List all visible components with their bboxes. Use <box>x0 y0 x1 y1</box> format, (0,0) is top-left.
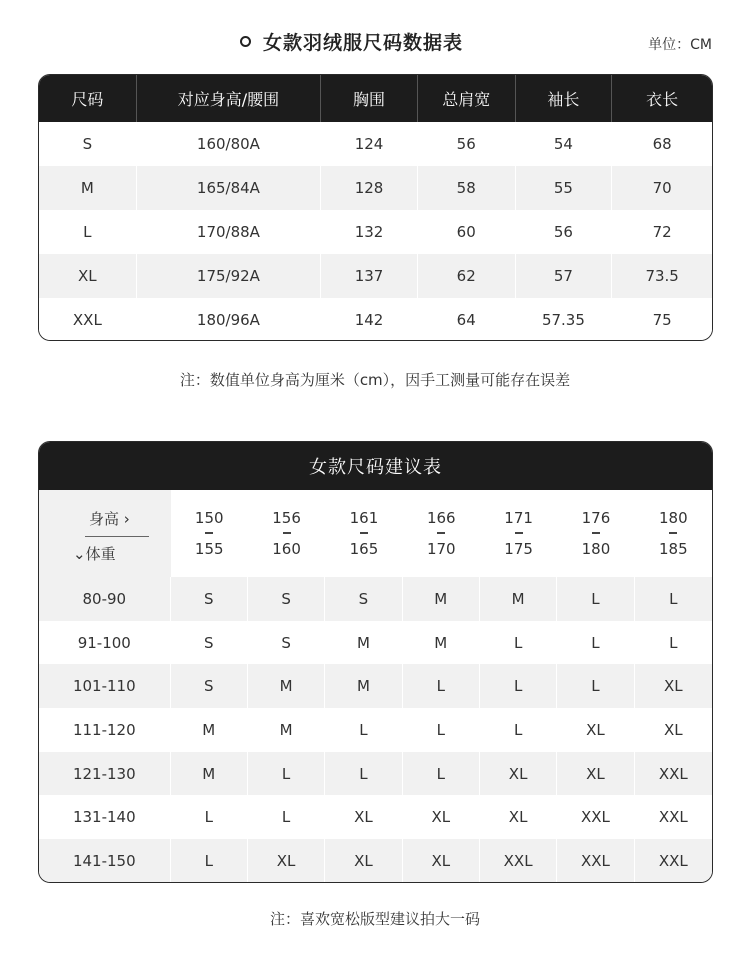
size-cell: XL <box>635 664 712 708</box>
size-cell: XXL <box>635 839 712 883</box>
size-cell: XL <box>248 839 325 883</box>
weight-range-label: 101-110 <box>39 664 171 708</box>
size-cell: XXL <box>557 839 634 883</box>
size-cell: L <box>557 664 634 708</box>
column-header: 对应身高/腰围 <box>137 75 321 122</box>
size-cell: XL <box>325 839 402 883</box>
range-dash <box>283 532 291 534</box>
weight-range-label: 131-140 <box>39 795 171 839</box>
size-cell: S <box>171 664 248 708</box>
table-cell: 54 <box>516 122 613 166</box>
height-from: 171 <box>504 509 533 527</box>
size-cell: XL <box>557 752 634 796</box>
size-cell: M <box>248 664 325 708</box>
size-cell: M <box>480 577 557 621</box>
table-row <box>39 752 712 796</box>
range-dash <box>515 532 523 534</box>
range-dash <box>669 532 677 534</box>
table-cell: 124 <box>321 122 418 166</box>
table-row <box>39 708 712 752</box>
table-cell: 70 <box>612 166 712 210</box>
height-axis-label: 身高 › <box>89 510 130 528</box>
height-to: 155 <box>194 540 224 558</box>
range-dash <box>437 532 445 534</box>
unit-label: 单位：CM <box>648 37 712 53</box>
table-cell: 62 <box>418 254 516 298</box>
table-cell: XL <box>39 254 137 298</box>
column-header: 胸围 <box>321 75 418 122</box>
height-from: 166 <box>426 509 456 527</box>
table-row <box>39 122 712 166</box>
weight-range-label: 111-120 <box>39 708 171 752</box>
height-range-header <box>557 490 634 577</box>
size-cell: M <box>403 621 480 665</box>
height-to: 165 <box>349 540 379 558</box>
table-cell: S <box>39 122 137 166</box>
height-range-header <box>635 490 712 577</box>
size-cell: L <box>403 752 480 796</box>
size-cell: XL <box>480 752 557 796</box>
height-range-header <box>248 490 325 577</box>
table-cell: 68 <box>612 122 712 166</box>
title-group <box>240 28 463 55</box>
table-cell: XXL <box>39 298 137 341</box>
size-cell: L <box>635 577 712 621</box>
table-row <box>39 839 712 883</box>
range-dash <box>592 532 600 534</box>
table-cell: 55 <box>516 166 613 210</box>
table-row <box>39 298 712 341</box>
size-cell: L <box>480 621 557 665</box>
size-cell: L <box>480 708 557 752</box>
size-cell: L <box>248 752 325 796</box>
size-cell: XXL <box>557 795 634 839</box>
size-cell: XL <box>325 795 402 839</box>
table-row <box>39 795 712 839</box>
size-cell: XXL <box>635 752 712 796</box>
table-cell: 56 <box>516 210 613 254</box>
size-cell: XL <box>635 708 712 752</box>
size-cell: M <box>325 621 402 665</box>
table-cell: 175/92A <box>137 254 321 298</box>
table-cell: 160/80A <box>137 122 321 166</box>
table-cell: 165/84A <box>137 166 321 210</box>
size-cell: XL <box>403 839 480 883</box>
weight-range-label: 141-150 <box>39 839 171 883</box>
size-cell: S <box>248 577 325 621</box>
column-header: 袖长 <box>516 75 613 122</box>
table-row <box>39 664 712 708</box>
table-cell: 60 <box>418 210 516 254</box>
size-cell: L <box>480 664 557 708</box>
table-row <box>39 621 712 665</box>
size-suggestion-table <box>38 441 713 883</box>
weight-range-label: 80-90 <box>39 577 171 621</box>
size-table-header <box>39 75 712 122</box>
size-cell: L <box>557 621 634 665</box>
height-to: 175 <box>504 540 533 558</box>
table-cell: 132 <box>321 210 418 254</box>
header <box>0 28 750 60</box>
table-cell: 57.35 <box>516 298 613 341</box>
weight-range-label: 91-100 <box>39 621 171 665</box>
table-row <box>39 166 712 210</box>
size-cell: L <box>248 795 325 839</box>
height-from: 161 <box>349 509 379 527</box>
table-row <box>39 577 712 621</box>
size-cell: L <box>325 752 402 796</box>
size-cell: L <box>557 577 634 621</box>
size-cell: XXL <box>480 839 557 883</box>
size-cell: S <box>248 621 325 665</box>
table-cell: 72 <box>612 210 712 254</box>
size-cell: M <box>171 708 248 752</box>
size-cell: M <box>403 577 480 621</box>
column-header: 尺码 <box>39 75 137 122</box>
height-from: 150 <box>194 509 224 527</box>
column-header: 总肩宽 <box>418 75 516 122</box>
height-to: 160 <box>272 540 301 558</box>
corner-divider <box>85 536 149 537</box>
size-cell: S <box>171 577 248 621</box>
height-range-header <box>480 490 557 577</box>
table-cell: M <box>39 166 137 210</box>
size-cell: S <box>171 621 248 665</box>
table-cell: L <box>39 210 137 254</box>
table-cell: 73.5 <box>612 254 712 298</box>
size-cell: L <box>171 795 248 839</box>
size-cell: L <box>403 708 480 752</box>
column-header: 衣长 <box>646 90 679 109</box>
circle-bullet-icon <box>240 36 251 47</box>
size-cell: XL <box>480 795 557 839</box>
table-cell: 128 <box>321 166 418 210</box>
size-cell: S <box>325 577 402 621</box>
table-cell: 57 <box>516 254 613 298</box>
table-cell: 58 <box>418 166 516 210</box>
size-cell: L <box>403 664 480 708</box>
size-cell: XXL <box>635 795 712 839</box>
size-cell: L <box>171 839 248 883</box>
height-to: 170 <box>426 540 456 558</box>
height-header-row <box>39 490 712 577</box>
range-dash <box>205 532 213 534</box>
height-range-header <box>403 490 480 577</box>
size-cell: M <box>171 752 248 796</box>
height-to: 180 <box>581 540 611 558</box>
table-cell: 142 <box>321 298 418 341</box>
size-cell: XL <box>403 795 480 839</box>
suggestion-table-title: 女款尺码建议表 <box>39 442 712 490</box>
measurement-note: 注：数值单位身高为厘米（cm），因手工测量可能存在误差 <box>179 371 571 389</box>
table-cell: 56 <box>418 122 516 166</box>
height-from: 180 <box>658 509 688 527</box>
size-cell: L <box>635 621 712 665</box>
size-cell: M <box>325 664 402 708</box>
height-range-header <box>325 490 402 577</box>
table-cell: 170/88A <box>137 210 321 254</box>
weight-axis-label: ⌄体重 <box>73 545 116 563</box>
table-cell: 180/96A <box>137 298 321 341</box>
height-from: 156 <box>272 509 301 527</box>
size-cell: XL <box>557 708 634 752</box>
fit-suggestion-note: 注：喜欢宽松版型建议拍大一码 <box>269 910 480 928</box>
height-from: 176 <box>581 509 611 527</box>
table-cell: 64 <box>418 298 516 341</box>
corner-cell <box>39 490 171 577</box>
table-row <box>39 254 712 298</box>
height-range-header <box>171 490 248 577</box>
weight-range-label: 121-130 <box>39 752 171 796</box>
size-cell: M <box>248 708 325 752</box>
height-to: 185 <box>658 540 688 558</box>
range-dash <box>360 532 368 534</box>
table-row <box>39 210 712 254</box>
size-cell: L <box>325 708 402 752</box>
table-cell: 75 <box>612 298 712 341</box>
size-data-table <box>38 74 713 341</box>
table-cell: 137 <box>321 254 418 298</box>
page-title: 女款羽绒服尺码数据表 <box>263 32 464 54</box>
